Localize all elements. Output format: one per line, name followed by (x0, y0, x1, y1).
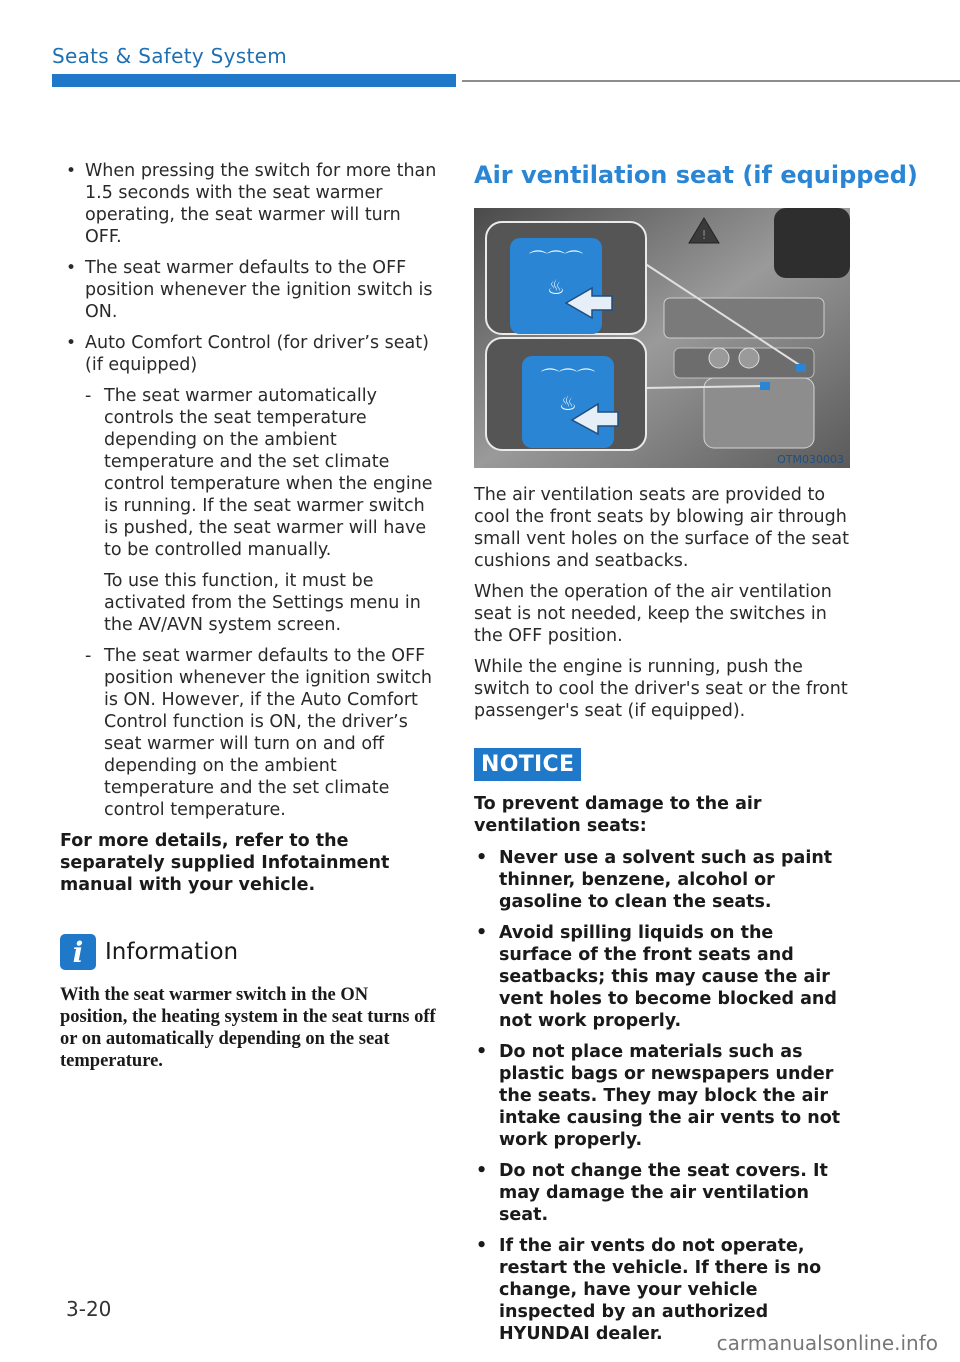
bullet-icon: • (476, 848, 488, 868)
dash-icon: - (85, 386, 92, 406)
section-title: Seats & Safety System (52, 44, 288, 68)
information-icon: i (60, 934, 96, 970)
svg-text:⌒⌒⌒: ⌒⌒⌒ (529, 250, 583, 271)
notice-intro: To prevent damage to the air ventilation seats: (474, 794, 762, 836)
list-item (474, 1235, 852, 1345)
sub-bullet-text: To use this function, it must be activated from the Settings menu in the AV/AVN system screen. (104, 571, 421, 635)
section-heading: Air ventilation seat (if equipped) (474, 161, 918, 189)
left-column (60, 160, 438, 1072)
list-item (60, 257, 438, 323)
notice-item-text: Do not change the seat covers. It may damage the air ventilation seat. (499, 1161, 828, 1225)
sub-list-item (85, 385, 438, 636)
list-item (474, 847, 852, 913)
list-item (474, 1160, 852, 1226)
watermark-text: carmanualsonline.info (716, 1331, 938, 1355)
page-number: 3-20 (66, 1297, 112, 1321)
right-column (474, 160, 918, 1354)
notice-badge: NOTICE (474, 748, 581, 781)
sub-bullet-text: The seat warmer automatically controls the seat temperature depending on the ambient temperature and the set climate control temperature when the engine is running. If the seat warmer switch is pushed, the seat warmer will have to be controlled manually. (104, 386, 433, 560)
paragraph: The air ventilation seats are provided to cool the front seats by blowing air through small vent holes on the surface of the seat cushions and seatbacks. (474, 485, 849, 571)
information-header (60, 934, 438, 970)
notice-item-text: Avoid spilling liquids on the surface of the front seats and seatbacks; this may cause the air vent holes to become blocked and not work properly. (499, 923, 837, 1031)
list-item (60, 160, 438, 248)
paragraph: When the operation of the air ventilation seat is not needed, keep the switches in the OFF position. (474, 582, 832, 646)
notice-item-text: Do not place materials such as plastic bags or newspapers under the seats. They may block the air intake causing the air vents to not work properly. (499, 1042, 841, 1150)
list-item (474, 1041, 852, 1151)
bullet-icon: • (476, 1042, 488, 1062)
list-item (474, 922, 852, 1032)
more-details-note: For more details, refer to the separately supplied Infotainment manual with your vehicle. (60, 831, 390, 895)
sub-bullet-list (85, 385, 438, 821)
header-rule-blue (52, 74, 456, 87)
bullet-icon: • (476, 923, 488, 943)
svg-text:!: ! (701, 228, 707, 242)
dash-icon: - (85, 646, 92, 666)
notice-list (474, 847, 852, 1345)
bullet-text: The seat warmer defaults to the OFF position whenever the ignition switch is ON. (85, 258, 433, 322)
svg-text:♨: ♨ (559, 391, 577, 415)
svg-text:♨: ♨ (547, 275, 565, 299)
bullet-icon: • (476, 1236, 488, 1256)
seat-switch-illustration (474, 208, 850, 468)
svg-text:⌒⌒⌒: ⌒⌒⌒ (541, 368, 595, 389)
notice-item-text: Never use a solvent such as paint thinner, benzene, alcohol or gasoline to clean the seats. (499, 848, 833, 912)
sub-bullet-text: The seat warmer defaults to the OFF position whenever the ignition switch is ON. However, if the Auto Comfort Control function is ON, the driver’s seat warmer will turn on and off depending on the ambient temperature and the set climate control temperature. (104, 646, 432, 820)
paragraph: While the engine is running, push the switch to cool the driver's seat or the front passenger's seat (if equipped). (474, 657, 848, 721)
information-body: With the seat warmer switch in the ON position, the heating system in the seat turns off or on automatically depending on the seat temperature. (60, 985, 436, 1071)
bullet-text: Auto Comfort Control (for driver’s seat) (if equipped) (85, 333, 429, 375)
bullet-icon: • (476, 1161, 488, 1181)
information-title: Information (105, 939, 239, 965)
bullet-icon: • (66, 258, 77, 278)
bullet-icon: • (66, 161, 77, 181)
bullet-text: When pressing the switch for more than 1.5 seconds with the seat warmer operating, the seat warmer will turn OFF. (85, 161, 437, 247)
notice-item-text: If the air vents do not operate, restart the vehicle. If there is no change, have your vehicle inspected by an authorized HYUNDAI dealer. (499, 1236, 822, 1344)
seat-switch-photo (474, 208, 850, 468)
sub-list-item (85, 645, 438, 821)
figure-caption: OTM030003 (777, 453, 844, 466)
list-item (60, 332, 438, 821)
header-rule-gray (462, 80, 960, 82)
left-bullet-list (60, 160, 438, 821)
bullet-icon: • (66, 333, 77, 353)
